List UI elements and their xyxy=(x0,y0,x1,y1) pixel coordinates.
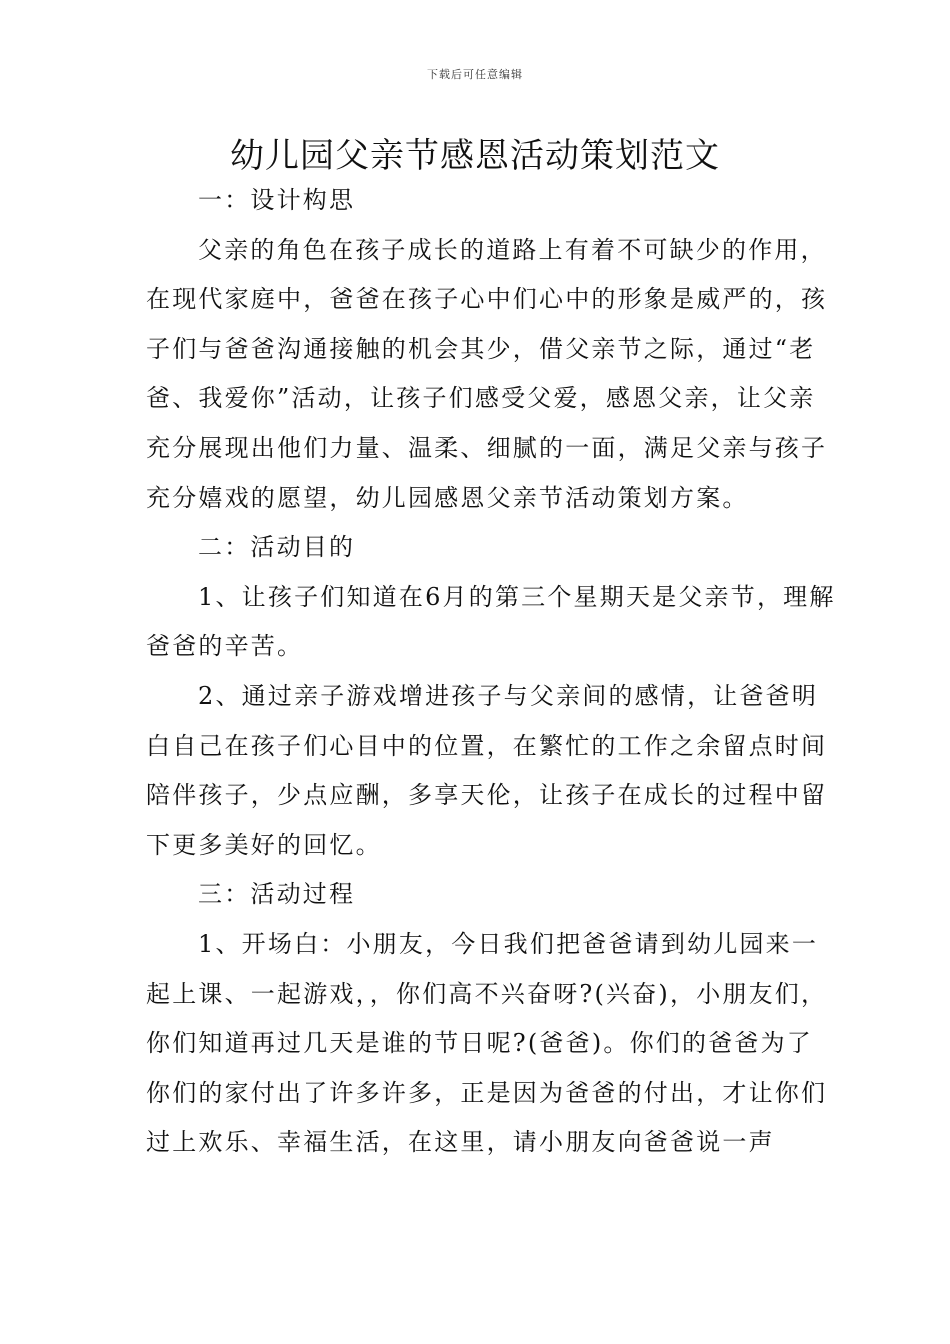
header-note: 下载后可任意编辑 xyxy=(427,68,523,81)
section-heading-process: 三：活动过程 xyxy=(198,880,356,909)
section-heading-design: 一：设计构思 xyxy=(198,186,356,214)
paragraph-design: 父亲的角色在孩子成长的道路上有着不可缺少的作用，在现代家庭中，爸爸在孩子心中们心中的形象是威严的，孩子们与爸爸沟通接触的机会其少，借父亲节之际，通过“老爸、我爱你”活动，让孩子们感受父爱，感恩父亲，让父亲充分展现出他们力量、温柔、细腻的一面，满足父亲与孩子充分嬉戏的愿望，幼儿园感恩父亲节活动策划方案。 xyxy=(146,235,828,512)
paragraph-goal-1: 1、让孩子们知道在6月的第三个星期天是父亲节，理解爸爸的辛苦。 xyxy=(146,582,836,661)
document-title: 幼儿园父亲节感恩活动策划范文 xyxy=(230,136,720,176)
section-heading-goal: 二：活动目的 xyxy=(198,533,356,562)
paragraph-process-1: 1、开场白：小朋友，今日我们把爸爸请到幼儿园来一起上课、一起游戏，，你们高不兴奋呀?(兴奋)，小朋友们，你们知道再过几天是谁的节日呢?(爸爸)。你们的爸爸为了你们的家付出了许多许多，正是因为爸爸的付出，才让你们过上欢乐、幸福生活，在这里，请小朋友向爸爸说一声 xyxy=(146,929,828,1157)
document-body xyxy=(146,176,836,1168)
paragraph-goal-2: 2、通过亲子游戏增进孩子与父亲间的感情，让爸爸明白自己在孩子们心目中的位置，在繁忙的工作之余留点时间陪伴孩子，少点应酬，多享天伦，让孩子在成长的过程中留下更多美好的回忆。 xyxy=(146,681,828,859)
